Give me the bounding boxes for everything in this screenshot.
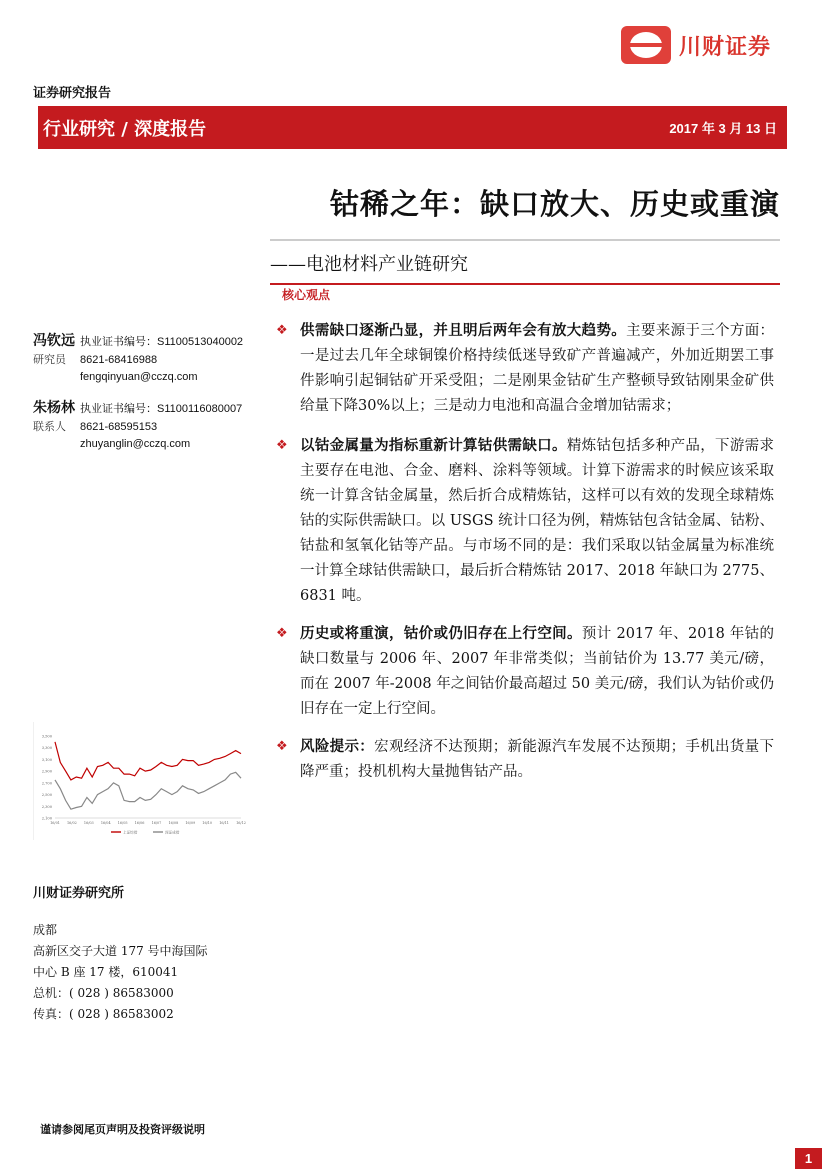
disclaimer-notice: 谨请参阅尾页声明及投资评级说明 bbox=[40, 1123, 205, 1136]
institute-address bbox=[33, 920, 208, 1025]
point-heading: 供需缺口逐渐凸显，并且明后两年会有放大趋势。 bbox=[300, 322, 627, 339]
report-kicker: 证券研究报告 bbox=[33, 86, 112, 101]
x-tick-label: 16/12 bbox=[236, 821, 246, 825]
x-tick-label: 16/10 bbox=[202, 821, 213, 825]
legend-label: 上证综指 bbox=[123, 830, 138, 835]
key-points bbox=[276, 318, 774, 795]
divider bbox=[270, 283, 780, 285]
address-line: 高新区交子大道 177 号中海国际 bbox=[33, 944, 208, 958]
key-point bbox=[276, 433, 774, 609]
x-tick-label: 16/01 bbox=[50, 821, 60, 825]
y-tick-label: 2,300 bbox=[41, 804, 52, 809]
analyst-card bbox=[33, 400, 242, 453]
analyst-role: 研究员 bbox=[33, 353, 66, 366]
y-tick-label: 2,700 bbox=[41, 781, 52, 786]
x-tick-label: 16/11 bbox=[219, 821, 229, 825]
point-heading: 风险提示： bbox=[300, 738, 375, 755]
point-text: 宏观经济不达预期；新能源汽车发展不达预期；手机出货量下降严重；投机机构大量抛售钴产品。 bbox=[300, 739, 775, 780]
key-point bbox=[276, 318, 774, 419]
legend-label: 深证成指 bbox=[165, 830, 180, 835]
diamond-bullet-icon: ❖ bbox=[276, 739, 288, 754]
divider bbox=[270, 239, 780, 241]
series-line-1 bbox=[55, 772, 241, 809]
x-tick-label: 16/03 bbox=[83, 821, 94, 825]
x-tick-label: 16/06 bbox=[134, 821, 145, 825]
analyst-phone: 8621-68595153 bbox=[80, 421, 158, 433]
x-tick-label: 16/04 bbox=[100, 821, 111, 825]
y-tick-label: 2,100 bbox=[41, 816, 52, 821]
diamond-bullet-icon: ❖ bbox=[276, 438, 288, 453]
point-text: 精炼钴包括多种产品，下游需求主要存在电池、合金、磨料、涂料等领域。计算下游需求的时候应该采取统一计算含钴金属量，然后折合成精炼钴，这样可以有效的发现全球精炼钴的实际供需缺口。以 USGS 统计口径为例，精炼钴包含钴金属、钴粉、钴盐和氢氧化钴等产品。与市场不同的是：我们采取以钴金属量为标准统一计算全球钴供需缺口，最后折合精炼钴 2017、2018 年缺口为 2775、6831 吨。 bbox=[300, 438, 775, 604]
series-line-0 bbox=[55, 742, 241, 780]
report-title: 钴稀之年：缺口放大、历史或重演 bbox=[329, 187, 780, 221]
y-tick-label: 3,500 bbox=[41, 734, 52, 739]
fax: 传真：( 028 ) 86583002 bbox=[33, 1007, 174, 1021]
analyst-email[interactable]: zhuyanglin@cczq.com bbox=[80, 438, 191, 450]
x-tick-label: 16/05 bbox=[117, 821, 128, 825]
y-tick-label: 3,300 bbox=[41, 746, 52, 751]
brand-name: 川财证券 bbox=[679, 34, 772, 60]
report-subtitle: ——电池材料产业链研究 bbox=[270, 254, 468, 275]
analyst-email[interactable]: fengqinyuan@cczq.com bbox=[80, 371, 198, 383]
x-tick-label: 16/09 bbox=[185, 821, 196, 825]
analyst-phone: 8621-68416988 bbox=[80, 354, 158, 366]
phone: 总机：( 028 ) 86583000 bbox=[33, 986, 174, 1000]
point-heading: 以钴金属量为指标重新计算钴供需缺口。 bbox=[300, 437, 567, 454]
report-date: 2017 年 3 月 13 日 bbox=[669, 121, 777, 136]
market-index-chart bbox=[33, 722, 249, 840]
x-tick-label: 16/08 bbox=[168, 821, 179, 825]
brand-logo bbox=[621, 26, 771, 64]
city: 成都 bbox=[33, 923, 58, 937]
analyst-name: 朱杨林 bbox=[33, 400, 75, 416]
point-text: 主要来源于三个方面：一是过去几年全球铜镍价格持续低迷导致矿产普遍减产，外加近期罢工事件影响引起铜钴矿开采受阻；二是刚果金钴矿生产整顿导致钴刚果金矿供给量下降30%以上；三是动力电池和高温合金增加钴需求； bbox=[300, 323, 775, 414]
section-label: 核心观点 bbox=[282, 288, 331, 302]
x-tick-label: 16/02 bbox=[67, 821, 77, 825]
point-text: 预计 2017 年、2018 年钴的缺口数量与 2006 年、2007 年非常类似；当前钴价为 13.77 美元/磅，而在 2007 年-2008 年之间钴价最高超过 50 美元/磅，我们认为钴价或仍旧存在一定上行空间。 bbox=[300, 626, 774, 717]
analyst-cert: 执业证书编号：S1100116080007 bbox=[80, 403, 243, 415]
analyst-cert: 执业证书编号：S1100513040002 bbox=[80, 336, 244, 348]
y-tick-label: 2,900 bbox=[41, 769, 52, 774]
address-line: 中心 B 座 17 楼，610041 bbox=[33, 965, 179, 979]
y-tick-label: 2,500 bbox=[41, 793, 52, 798]
analyst-card bbox=[33, 333, 243, 386]
diamond-bullet-icon: ❖ bbox=[276, 323, 288, 338]
diamond-bullet-icon: ❖ bbox=[276, 626, 288, 641]
y-tick-label: 3,100 bbox=[41, 757, 52, 762]
institute-name: 川财证券研究所 bbox=[33, 886, 125, 901]
report-category-band bbox=[38, 106, 787, 149]
key-point bbox=[276, 621, 774, 722]
analyst-name: 冯钦远 bbox=[33, 333, 75, 349]
page-number: 1 bbox=[795, 1148, 822, 1169]
report-category: 行业研究 / 深度报告 bbox=[43, 118, 207, 140]
x-tick-label: 16/07 bbox=[151, 821, 162, 825]
chuancai-logo-icon bbox=[621, 26, 671, 64]
analyst-role: 联系人 bbox=[33, 420, 66, 433]
point-heading: 历史或将重演，钴价或仍旧存在上行空间。 bbox=[300, 625, 582, 642]
key-point bbox=[276, 734, 774, 785]
